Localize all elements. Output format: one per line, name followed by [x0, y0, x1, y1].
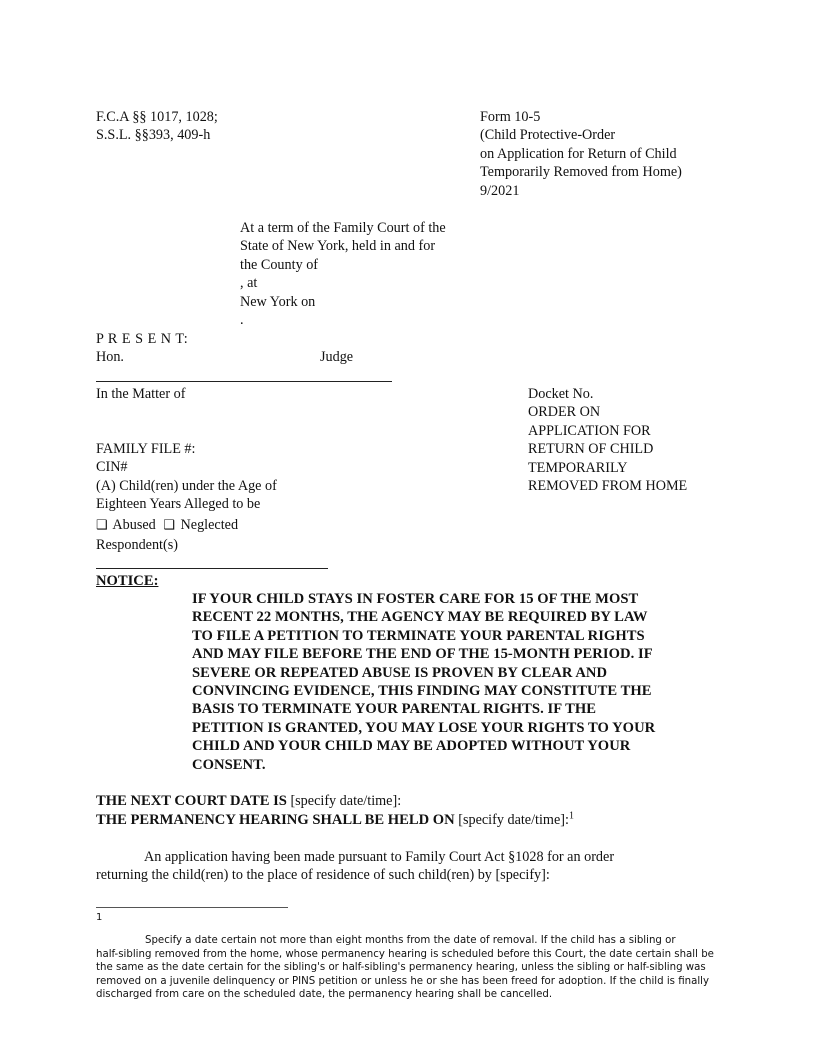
- form-title-line: Temporarily Removed from Home): [480, 164, 682, 181]
- footnote-reference[interactable]: 1: [568, 810, 574, 822]
- judge-label: Judge: [320, 349, 354, 365]
- statute-citations: [96, 108, 218, 145]
- notice-line: SEVERE OR REPEATED ABUSE IS PROVEN BY CLEAR AND: [192, 664, 608, 681]
- present-label: P R E S E N T:: [96, 331, 189, 347]
- notice-label: NOTICE:: [96, 573, 159, 589]
- court-term-line: .: [240, 312, 244, 329]
- court-term-line: New York on: [240, 293, 316, 310]
- form-title-line: on Application for Return of Child: [480, 145, 677, 162]
- hon-label: Hon.: [96, 349, 124, 365]
- caption-divider-bottom: [96, 568, 328, 569]
- citation-fca: F.C.A §§ 1017, 1028;: [96, 109, 218, 125]
- form-title-line: (Child Protective-Order: [480, 127, 616, 144]
- order-title-line: ORDER ON: [528, 404, 601, 421]
- neglected-label: Neglected: [180, 517, 239, 533]
- notice-line: PETITION IS GRANTED, YOU MAY LOSE YOUR RIGHTS TO YOUR: [192, 719, 656, 736]
- court-term-line: At a term of the Family Court of the: [240, 220, 446, 236]
- notice-line: CHILD AND YOUR CHILD MAY BE ADOPTED WITHOUT YOUR: [192, 738, 631, 755]
- next-court-date-value: [specify date/time]:: [290, 793, 402, 809]
- family-file-label: FAMILY FILE #:: [96, 441, 196, 457]
- footnote-separator: [96, 907, 288, 908]
- in-the-matter-of: In the Matter of: [96, 386, 186, 402]
- permanency-hearing-label: THE PERMANENCY HEARING SHALL BE HELD ON: [96, 812, 455, 828]
- court-term-line: , at: [240, 275, 258, 292]
- footnote-text: [96, 934, 714, 1002]
- form-number: Form 10-5: [480, 109, 541, 125]
- court-term-line: the County of: [240, 256, 319, 273]
- caption-divider-top: [96, 381, 392, 382]
- docket-number-label: Docket No.: [528, 386, 594, 402]
- order-title-line: RETURN OF CHILD: [528, 441, 654, 458]
- child-description-line: Eighteen Years Alleged to be: [96, 496, 261, 512]
- footnote-line: half-sibling removed from the home, whose permanency hearing is scheduled before this Court, the date certain shall be: [96, 948, 714, 960]
- permanency-hearing-date: [96, 811, 574, 829]
- order-title-line: TEMPORARILY: [528, 459, 628, 476]
- footnote-line: Specify a date certain not more than eight months from the date of removal. If the child has a sibling or: [145, 935, 676, 946]
- neglected-checkbox[interactable]: ❑: [163, 517, 175, 532]
- next-court-date: [96, 792, 401, 810]
- citation-ssl: S.S.L. §§393, 409-h: [96, 127, 211, 144]
- permanency-hearing-value: [specify date/time]:: [458, 812, 569, 828]
- next-court-date-label: THE NEXT COURT DATE IS: [96, 793, 287, 809]
- notice-line: TO FILE A PETITION TO TERMINATE YOUR PARENTAL RIGHTS: [192, 627, 645, 644]
- notice-line: AND MAY FILE BEFORE THE END OF THE 15-MONTH PERIOD. IF: [192, 646, 653, 663]
- notice-line: BASIS TO TERMINATE YOUR PARENTAL RIGHTS. IF THE: [192, 701, 597, 718]
- notice-line: CONVINCING EVIDENCE, THIS FINDING MAY CONSTITUTE THE: [192, 683, 652, 700]
- footnote-line: the same as the date certain for the sibling's or half-sibling's permanency hearing, unless the sibling or half-sibling was: [96, 962, 706, 974]
- child-description-line: (A) Child(ren) under the Age of: [96, 478, 277, 494]
- abused-label: Abused: [112, 517, 156, 533]
- footnote-number: 1: [96, 912, 103, 923]
- notice-line: IF YOUR CHILD STAYS IN FOSTER CARE FOR 15 OF THE MOST: [192, 591, 639, 607]
- order-title-line: REMOVED FROM HOME: [528, 478, 688, 495]
- footnote-line: removed on a juvenile delinquency or PINS petition or unless he or she has been freed for adoption. If the child is finally: [96, 975, 710, 987]
- notice-text: [192, 590, 655, 774]
- court-term-block: [240, 219, 446, 329]
- respondents-label: Respondent(s): [96, 537, 178, 553]
- abused-checkbox[interactable]: ❑: [96, 517, 108, 532]
- form-identifier: [480, 108, 682, 200]
- allegation-checkboxes: [96, 516, 238, 534]
- footnote-line: discharged from care on the scheduled date, the permanency hearing shall be cancelled.: [96, 989, 553, 1001]
- docket-block: [528, 385, 687, 495]
- court-term-line: State of New York, held in and for: [240, 238, 436, 255]
- notice-line: CONSENT.: [192, 756, 266, 773]
- application-paragraph-line: returning the child(ren) to the place of residence of such child(ren) by [specify]:: [96, 867, 550, 883]
- cin-label: CIN#: [96, 459, 128, 475]
- application-paragraph-line: An application having been made pursuant to Family Court Act §1028 for an order: [144, 849, 615, 865]
- order-title-line: APPLICATION FOR: [528, 422, 651, 439]
- notice-line: RECENT 22 MONTHS, THE AGENCY MAY BE REQUIRED BY LAW: [192, 609, 648, 626]
- form-revision-date: 9/2021: [480, 182, 520, 199]
